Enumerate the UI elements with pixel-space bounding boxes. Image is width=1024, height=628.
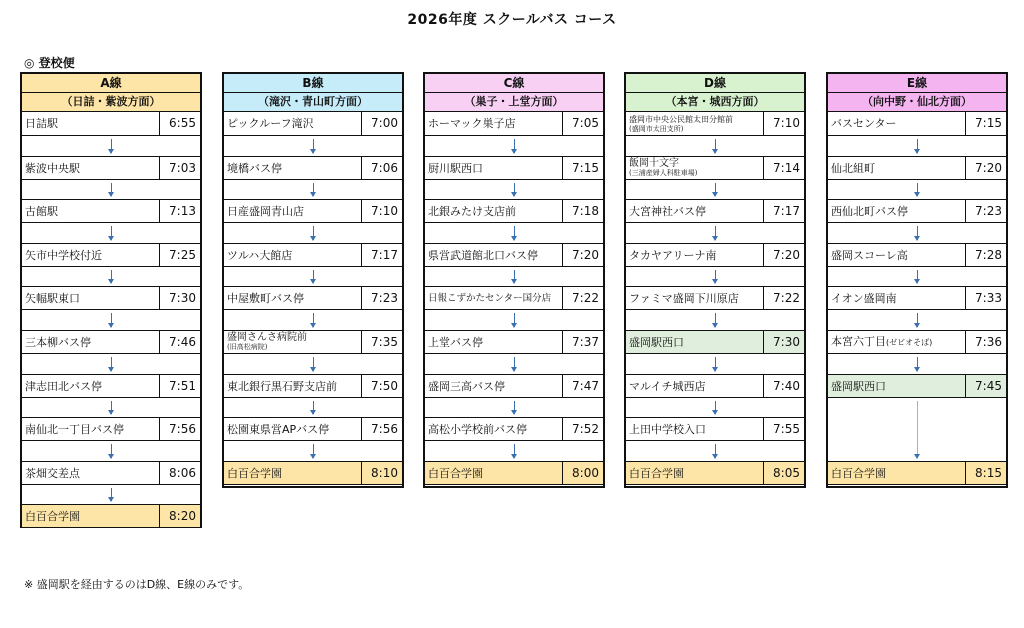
stop-name — [626, 418, 764, 440]
stop-name — [828, 200, 966, 222]
route-name: C線 — [425, 74, 603, 93]
route-area: （向中野・仙北方面） — [828, 93, 1006, 112]
stop-time: 7:55 — [773, 422, 800, 436]
stop-name — [828, 157, 966, 179]
stop-name — [22, 112, 160, 135]
stop-time: 7:50 — [371, 379, 398, 393]
stop-row — [828, 330, 1006, 354]
stop-time: 7:37 — [572, 335, 599, 349]
stop-row — [425, 156, 603, 180]
stop-name — [22, 462, 160, 484]
stop-time: 7:14 — [773, 161, 800, 175]
route-d — [624, 72, 806, 488]
route-arrow-icon — [111, 270, 112, 283]
route-arrow-icon — [313, 357, 314, 371]
route-arrow-icon — [514, 313, 515, 327]
route-arrow-icon — [715, 357, 716, 371]
route-arrow-icon — [514, 183, 515, 196]
stop-name — [626, 244, 764, 266]
stop-time: 7:20 — [572, 248, 599, 262]
stop-row — [828, 112, 1006, 136]
stop-time: 7:25 — [169, 248, 196, 262]
route-arrow-icon — [917, 401, 918, 458]
stop-row — [22, 330, 200, 354]
stop-name-text: 白百合学園 — [831, 466, 886, 480]
stop-name-text: 日詰駅 — [25, 117, 58, 130]
stop-name-text: 白百合学園 — [25, 509, 80, 523]
stop-name — [22, 331, 160, 353]
stop-name — [224, 375, 362, 397]
route-arrow-icon — [111, 183, 112, 196]
route-arrow-icon — [313, 313, 314, 327]
route-arrow-icon — [514, 139, 515, 153]
route-name: D線 — [626, 74, 804, 93]
stop-subname: (旧高松病院) — [227, 343, 268, 351]
stop-name — [224, 418, 362, 440]
stop-name-text: 紫波中央駅 — [25, 161, 80, 175]
stop-time: 7:13 — [169, 204, 196, 218]
stop-name — [22, 200, 160, 222]
stop-name — [425, 200, 563, 222]
stop-row — [425, 243, 603, 267]
stop-name — [425, 331, 563, 353]
stop-row — [22, 461, 200, 485]
stop-time: 7:35 — [371, 335, 398, 349]
stop-row — [22, 374, 200, 398]
stop-row — [626, 243, 804, 267]
stop-time: 7:40 — [773, 379, 800, 393]
destination-row — [224, 461, 402, 485]
stop-name-text: ピックルーフ滝沢 — [227, 117, 314, 130]
stop-name-text: イオン盛岡南 — [831, 291, 897, 305]
stop-name-text: ファミマ盛岡下川原店 — [629, 291, 739, 305]
stop-name-text: 東北銀行黒石野支店前 — [227, 379, 337, 393]
stop-name-text: 盛岡駅西口 — [831, 379, 886, 393]
route-arrow-icon — [313, 401, 314, 414]
stop-row — [828, 286, 1006, 310]
stop-name — [828, 112, 966, 135]
stop-name-text: 盛岡スコーレ高 — [831, 248, 908, 262]
stop-name-text: 飯岡十文字 — [629, 158, 679, 169]
stop-time: 8:15 — [975, 466, 1002, 480]
stop-row — [425, 199, 603, 223]
stop-time: 7:33 — [975, 291, 1002, 305]
stop-row — [224, 199, 402, 223]
stop-name — [224, 112, 362, 135]
stop-name — [224, 462, 362, 484]
stop-name-text: 本宮六丁目(ゼビオそば) — [831, 335, 933, 348]
stop-name — [828, 375, 966, 397]
stop-time: 7:17 — [371, 248, 398, 262]
route-e — [826, 72, 1008, 488]
stop-name — [626, 112, 764, 135]
stop-time: 7:10 — [773, 116, 800, 130]
route-arrow-icon — [313, 139, 314, 153]
route-arrow-icon — [111, 357, 112, 371]
destination-row — [828, 461, 1006, 485]
stop-row — [22, 156, 200, 180]
stop-name-text: 大宮神社バス停 — [629, 204, 706, 218]
stop-name-text: マルイチ城西店 — [629, 379, 706, 393]
stop-name-text: 矢幅駅東口 — [25, 291, 80, 305]
route-arrow-icon — [917, 270, 918, 283]
stop-name-text: 高松小学校前バス停 — [428, 422, 527, 436]
stop-time: 7:51 — [169, 379, 196, 393]
stop-name — [22, 505, 160, 527]
stop-name-text: 茶畑交差点 — [25, 466, 80, 480]
stop-row — [626, 199, 804, 223]
destination-row — [22, 504, 200, 528]
stop-time: 7:56 — [371, 422, 398, 436]
stop-time: 8:05 — [773, 466, 800, 480]
route-arrow-icon — [917, 226, 918, 240]
stop-row — [224, 243, 402, 267]
route-arrow-icon — [111, 488, 112, 501]
stop-name-text: 北銀みたけ支店前 — [428, 204, 516, 218]
route-arrow-icon — [313, 226, 314, 240]
stop-name — [224, 287, 362, 309]
stop-time: 7:23 — [975, 204, 1002, 218]
route-a — [20, 72, 202, 528]
stop-time: 6:55 — [169, 116, 196, 130]
stop-name — [425, 287, 563, 309]
stop-name — [224, 331, 362, 353]
stop-name-text: 厨川駅西口 — [428, 161, 483, 175]
stop-name-text: 白百合学園 — [629, 466, 684, 480]
stop-name-text: ツルハ大館店 — [227, 248, 293, 262]
route-c — [423, 72, 605, 488]
stop-name — [22, 375, 160, 397]
stop-name — [425, 375, 563, 397]
stop-name — [626, 375, 764, 397]
stop-time: 8:10 — [371, 466, 398, 480]
route-name: E線 — [828, 74, 1006, 93]
route-arrow-icon — [111, 139, 112, 153]
stop-name — [828, 287, 966, 309]
stop-name-text: 境橋バス停 — [227, 161, 282, 175]
stop-name-text: 南仙北一丁目バス停 — [25, 422, 124, 436]
stop-row — [425, 417, 603, 441]
stop-subname: (三浦産婦人科駐車場) — [629, 169, 698, 177]
stop-row — [22, 112, 200, 136]
footnote: ※ 盛岡駅を経由するのはD線、E線のみです。 — [24, 578, 250, 591]
stop-time: 7:15 — [975, 116, 1002, 130]
stop-name — [22, 418, 160, 440]
route-arrow-icon — [715, 183, 716, 196]
route-arrow-icon — [715, 444, 716, 458]
route-arrow-icon — [514, 401, 515, 414]
page-title: 2026年度 スクールバス コース — [407, 12, 617, 28]
stop-name — [626, 200, 764, 222]
stop-row — [224, 417, 402, 441]
stop-name — [224, 244, 362, 266]
stop-name-text: タカヤアリーナ南 — [629, 248, 717, 262]
route-arrow-icon — [111, 313, 112, 327]
stop-name-text: 松園東県営APバス停 — [227, 422, 330, 436]
section-heading: ◎ 登校便 — [24, 56, 75, 70]
stop-time: 7:30 — [773, 335, 800, 349]
stop-time: 7:46 — [169, 335, 196, 349]
stop-time: 7:20 — [773, 248, 800, 262]
route-arrow-icon — [917, 313, 918, 327]
route-arrow-icon — [313, 183, 314, 196]
stop-name-text: 盛岡さんさ病院前 — [227, 332, 307, 343]
stop-row — [828, 243, 1006, 267]
route-area: （本宮・城西方面） — [626, 93, 804, 112]
stop-name — [626, 331, 764, 353]
stop-name-text: 津志田北バス停 — [25, 379, 102, 393]
stop-row — [828, 374, 1006, 398]
stop-time: 7:47 — [572, 379, 599, 393]
stop-row — [22, 417, 200, 441]
stop-name — [828, 244, 966, 266]
route-area: （巣子・上堂方面） — [425, 93, 603, 112]
stop-time: 7:22 — [572, 291, 599, 305]
stop-row — [626, 417, 804, 441]
stop-name-text: 上田中学校入口 — [629, 422, 706, 436]
stop-name — [425, 157, 563, 179]
stop-name — [224, 157, 362, 179]
route-name: A線 — [22, 74, 200, 93]
stop-name-text: 中屋敷町バス停 — [227, 291, 304, 305]
stop-time: 8:00 — [572, 466, 599, 480]
stop-time: 7:05 — [572, 116, 599, 130]
stop-time: 7:20 — [975, 161, 1002, 175]
route-arrow-icon — [514, 226, 515, 240]
route-arrow-icon — [715, 139, 716, 153]
stop-time: 7:15 — [572, 161, 599, 175]
stop-note: (ゼビオそば) — [886, 338, 933, 347]
route-arrow-icon — [514, 444, 515, 458]
stop-row — [626, 156, 804, 180]
stop-name — [626, 287, 764, 309]
route-name: B線 — [224, 74, 402, 93]
route-area: （日詰・紫波方面） — [22, 93, 200, 112]
stop-name-text: 盛岡三高バス停 — [428, 379, 505, 393]
stop-row — [224, 374, 402, 398]
stop-subname: (盛岡市太田支所) — [629, 124, 684, 133]
route-arrow-icon — [715, 270, 716, 283]
stop-name — [626, 157, 764, 179]
stop-row — [224, 112, 402, 136]
stop-name — [22, 287, 160, 309]
route-arrow-icon — [514, 270, 515, 283]
stop-name — [425, 244, 563, 266]
stop-name — [224, 200, 362, 222]
stop-name — [425, 418, 563, 440]
stop-name — [22, 244, 160, 266]
route-arrow-icon — [111, 444, 112, 458]
stop-time: 7:22 — [773, 291, 800, 305]
stop-time: 8:06 — [169, 466, 196, 480]
stop-name — [626, 462, 764, 484]
stop-row — [224, 286, 402, 310]
route-arrow-icon — [917, 139, 918, 153]
route-arrow-icon — [111, 226, 112, 240]
stop-time: 7:45 — [975, 379, 1002, 393]
stop-name-text: 日産盛岡青山店 — [227, 204, 304, 218]
stop-name-text: 矢市中学校付近 — [25, 248, 102, 262]
stop-row — [828, 156, 1006, 180]
stop-time: 7:30 — [169, 291, 196, 305]
route-arrow-icon — [514, 357, 515, 371]
route-area: （滝沢・青山町方面） — [224, 93, 402, 112]
route-b — [222, 72, 404, 488]
stop-row — [22, 243, 200, 267]
stop-name-text: 上堂バス停 — [428, 335, 483, 349]
stop-time: 7:23 — [371, 291, 398, 305]
stop-name-text: 白百合学園 — [227, 466, 282, 480]
stop-time: 8:20 — [169, 509, 196, 523]
stop-name-text: ホーマック巣子店 — [428, 117, 516, 130]
stop-time: 7:17 — [773, 204, 800, 218]
stop-row — [224, 156, 402, 180]
stop-row — [626, 286, 804, 310]
stop-time: 7:00 — [371, 116, 398, 130]
route-arrow-icon — [917, 183, 918, 196]
stop-time: 7:10 — [371, 204, 398, 218]
stop-name-text: バスセンター — [831, 117, 897, 130]
stop-name-text: 西仙北町バス停 — [831, 204, 908, 218]
stop-row — [425, 374, 603, 398]
stop-name-text: 盛岡駅西口 — [629, 335, 684, 349]
stop-time: 7:36 — [975, 335, 1002, 349]
stop-name-text: 日報こずかたセンター国分店 — [428, 292, 552, 304]
stop-row — [224, 330, 402, 354]
route-arrow-icon — [715, 401, 716, 414]
route-arrow-icon — [715, 313, 716, 327]
stop-name-text: 県営武道館北口バス停 — [428, 248, 538, 262]
stop-row — [626, 330, 804, 354]
stop-row — [626, 112, 804, 136]
stop-row — [22, 199, 200, 223]
stop-time: 7:52 — [572, 422, 599, 436]
stop-time: 7:18 — [572, 204, 599, 218]
stop-row — [828, 199, 1006, 223]
destination-row — [425, 461, 603, 485]
stop-row — [626, 374, 804, 398]
destination-row — [626, 461, 804, 485]
stop-row — [22, 286, 200, 310]
stop-name — [425, 462, 563, 484]
stop-name — [828, 462, 966, 484]
stop-time: 7:06 — [371, 161, 398, 175]
stop-row — [425, 112, 603, 136]
stop-name-text: 白百合学園 — [428, 466, 483, 480]
stop-time: 7:03 — [169, 161, 196, 175]
route-arrow-icon — [111, 401, 112, 414]
stop-name-text: 三本柳バス停 — [25, 335, 91, 349]
route-arrow-icon — [917, 357, 918, 371]
stop-name-text: 仙北組町 — [831, 161, 875, 175]
stop-name — [22, 157, 160, 179]
stop-time: 7:28 — [975, 248, 1002, 262]
stop-name-text: 古館駅 — [25, 204, 58, 218]
stop-row — [425, 330, 603, 354]
stop-name — [828, 331, 966, 353]
route-arrow-icon — [313, 270, 314, 283]
stop-time: 7:56 — [169, 422, 196, 436]
route-arrow-icon — [313, 444, 314, 458]
route-arrow-icon — [715, 226, 716, 240]
stop-row — [425, 286, 603, 310]
stop-name-text: 盛岡市中央公民館太田分館前 — [629, 114, 733, 124]
stop-name — [425, 112, 563, 135]
